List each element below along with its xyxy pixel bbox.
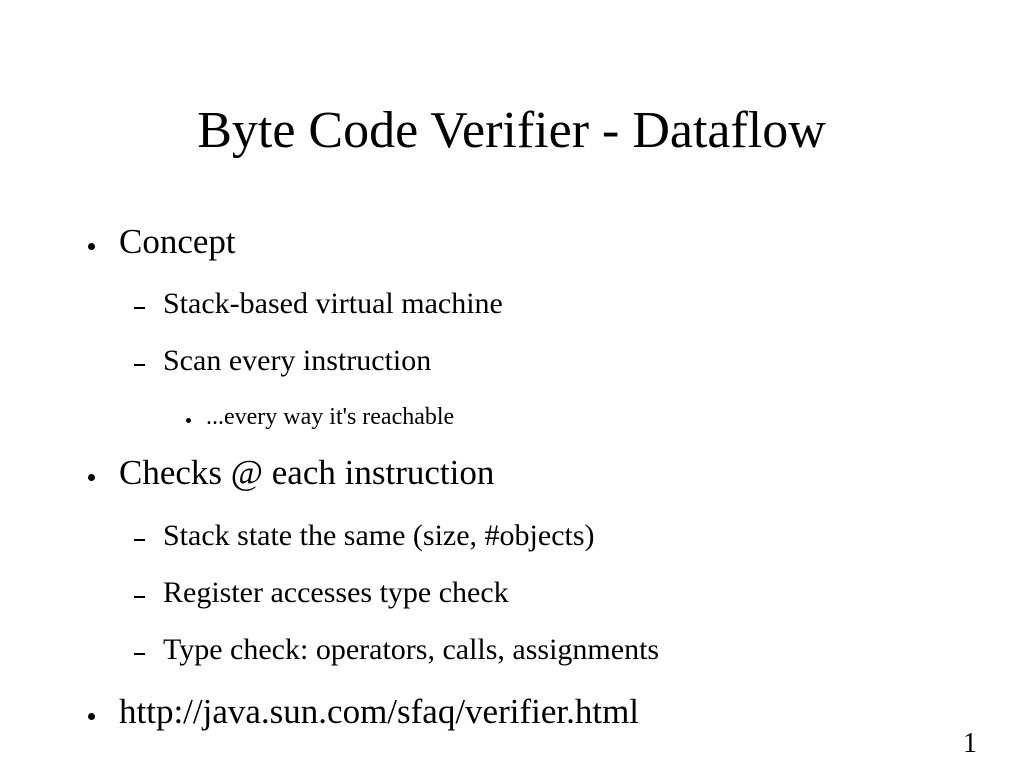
sub-sub-bullet-item: [206, 402, 454, 432]
bullet-dot-icon: [88, 713, 95, 720]
sub-bullet-text: Type check: operators, calls, assignments: [163, 633, 660, 666]
bullet-link-text: http://java.sun.com/sfaq/verifier.html: [119, 692, 640, 731]
bullet-item: [119, 692, 639, 732]
sub-sub-bullet-text: ...every way it's reachable: [206, 404, 455, 430]
sub-bullet-item: [163, 575, 509, 611]
dash-icon: [134, 364, 145, 366]
bullet-dot-icon: [186, 418, 191, 423]
dash-icon: [134, 307, 145, 309]
bullet-text: Concept: [119, 222, 236, 261]
dash-icon: [134, 539, 145, 541]
sub-bullet-text: Register accesses type check: [163, 576, 509, 609]
bullet-text: Checks @ each instruction: [119, 453, 495, 492]
bullet-item: [119, 222, 236, 262]
bullet-dot-icon: [88, 243, 95, 250]
sub-bullet-item: [163, 632, 659, 668]
dash-icon: [134, 653, 145, 655]
sub-bullet-text: Scan every instruction: [163, 344, 432, 377]
dash-icon: [134, 596, 145, 598]
sub-bullet-item: [163, 286, 503, 322]
sub-bullet-item: [163, 343, 431, 379]
bullet-item: [119, 453, 494, 493]
sub-bullet-item: [163, 518, 595, 554]
sub-bullet-text: Stack-based virtual machine: [163, 287, 503, 320]
slide-title: Byte Code Verifier - Dataflow: [197, 102, 826, 159]
page-number: 1: [963, 728, 977, 759]
bullet-dot-icon: [88, 474, 95, 481]
sub-bullet-text: Stack state the same (size, #objects): [163, 519, 595, 552]
